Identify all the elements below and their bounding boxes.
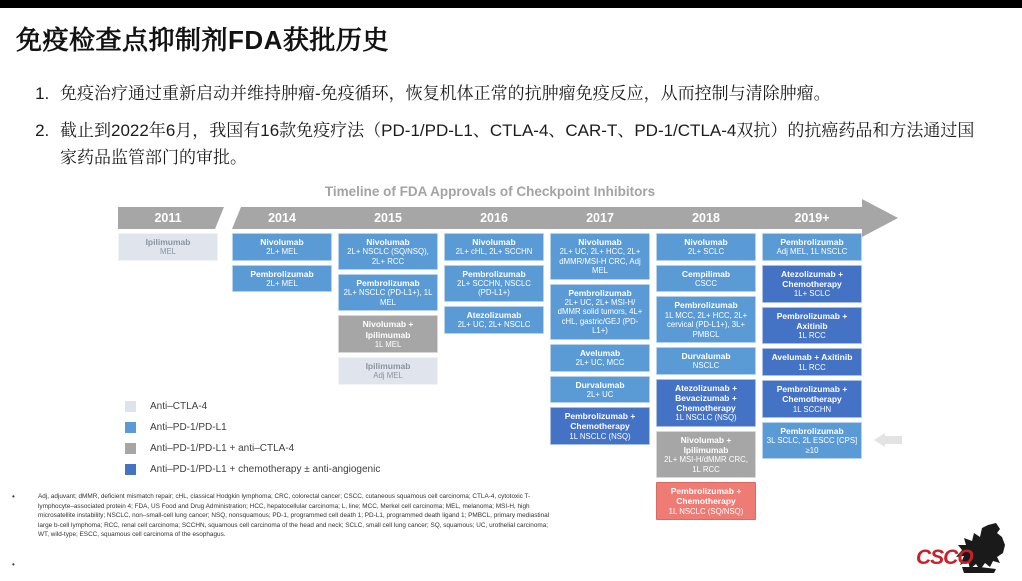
drug-name: Pembrolizumab bbox=[356, 278, 420, 289]
drug-name: Cempilimab bbox=[681, 268, 731, 279]
approval-box bbox=[232, 233, 332, 261]
bullet-item: 1. 免疫治疗通过重新启动并维持肿瘤-免疫循环，恢复机体正常的抗肿瘤免疫反应，从而控制与清除肿瘤。 bbox=[54, 80, 990, 107]
indication: 1L SCCHN bbox=[792, 404, 832, 414]
approval-box bbox=[550, 344, 650, 372]
drug-name: Pembrolizumab bbox=[568, 287, 632, 298]
csco-logo bbox=[898, 523, 1008, 575]
drug-name: Pembrolizumab bbox=[250, 268, 314, 279]
approval-box bbox=[656, 431, 756, 478]
recent-approval-arrow-icon bbox=[874, 433, 902, 447]
footnote-text: Adj, adjuvant; dMMR, deficient mismatch repair; cHL, classical Hodgkin lymphoma; CRC, colorectal cancer; CSCC, cutaneous squamous cell carcinoma; CTLA-4, cytotoxic T-lymphocyte–associated protein 4; FDA, US Food and Drug Administration; HCC, hepatocellular carcinoma; L, line; MCC, Merkel cell carcinoma; MEL, melanoma; MSI-H, high microsatellite instability; NSCLC, non–small-cell lung cancer; NSQ, nonsquamous; PD-1, programmed cell death 1; PD-L1, programmed death ligand 1; PMBCL, primary mediastinal large b-cell lymphoma; RCC, renal cell carcinoma; SCCHN, squamous cell carcinoma of the head and neck; SCLC, small cell lung cancer; SQ, squamous; UC, urothelial carcinoma; WT, wild-type; ESCC, squamous cell carcinoma of the esophagus. bbox=[38, 493, 550, 539]
indication: 1L NSCLC (SQ/NSQ) bbox=[668, 506, 744, 516]
approval-box bbox=[338, 233, 438, 270]
approval-box bbox=[232, 265, 332, 293]
drug-name: Ipilimumab bbox=[365, 361, 411, 372]
legend-swatch-combo-ctla4 bbox=[125, 443, 136, 454]
legend-label: Anti–PD-1/PD-L1 + anti–CTLA-4 bbox=[150, 443, 295, 454]
approval-box bbox=[762, 307, 862, 345]
approval-box bbox=[656, 347, 756, 375]
approval-box bbox=[656, 233, 756, 261]
year-label: 2016 bbox=[480, 211, 508, 225]
indication: 2L+ UC, MCC bbox=[575, 358, 625, 368]
approval-box bbox=[338, 274, 438, 311]
legend-swatch-combo-chemo bbox=[125, 464, 136, 475]
drug-name: Nivolumab bbox=[578, 237, 622, 247]
indication: 1L+ SCLC bbox=[793, 289, 831, 299]
legend bbox=[125, 396, 380, 480]
drug-name: Nivolumab bbox=[472, 237, 516, 247]
timeline-band bbox=[118, 207, 908, 229]
approval-box bbox=[444, 265, 544, 302]
timeline-column-2011 bbox=[118, 233, 218, 265]
indication: 2L+ NSCLC (PD-L1+), 1L MEL bbox=[343, 288, 433, 307]
drug-name: Avelumab bbox=[579, 347, 621, 358]
drug-name: Atezolizumab + Chemotherapy bbox=[780, 268, 844, 289]
indication: 2L+ UC, 2L+ HCC, 2L+ dMMR/MSI-H CRC, Adj MEL bbox=[559, 247, 641, 276]
year-label: 2017 bbox=[586, 211, 614, 225]
timeline-title: Timeline of FDA Approvals of Checkpoint Inhibitors bbox=[324, 184, 656, 199]
approval-box-highlight bbox=[656, 482, 756, 520]
year-labels bbox=[118, 207, 862, 229]
footnote-bullet-2: • bbox=[12, 560, 15, 569]
indication: 1L RCC bbox=[798, 362, 826, 372]
approval-box bbox=[550, 233, 650, 280]
legend-swatch-anti-ctla4 bbox=[125, 401, 136, 412]
indication: 1L NSCLC (NSQ) bbox=[569, 431, 631, 441]
drug-name: Pembrolizumab bbox=[780, 426, 844, 436]
approval-box bbox=[550, 407, 650, 445]
approval-box bbox=[338, 315, 438, 353]
bullet-item: 2. 截止到2022年6月，我国有16款免疫疗法（PD-1/PD-L1、CTLA-4、CAR-T、PD-1/CTLA-4双抗）的抗癌药品和方法通过国家药品监管部门的审批。 bbox=[54, 117, 990, 171]
indication: 2L+ SCCHN, NSCLC (PD-L1+) bbox=[457, 278, 531, 298]
drug-name: Pembrolizumab bbox=[462, 268, 526, 279]
drug-name: Atezolizumab + Bevacizumab + Chemotherapy bbox=[674, 382, 738, 414]
timeline-column-2014 bbox=[232, 233, 332, 296]
drug-name: Ipilimumab bbox=[145, 237, 191, 247]
drug-name: Pembrolizumab + Axitinib bbox=[776, 310, 848, 331]
approval-box bbox=[762, 233, 862, 261]
indication: 1L RCC bbox=[798, 330, 826, 340]
indication: 2L+ MEL bbox=[266, 278, 298, 288]
drug-name: Pembrolizumab + Chemotherapy bbox=[776, 384, 848, 405]
year-label: 2011 bbox=[154, 211, 182, 225]
indication: MEL bbox=[159, 247, 177, 257]
indication: 2L+ UC, 2L+ NSCLC bbox=[457, 320, 531, 330]
approval-box bbox=[550, 284, 650, 340]
approval-box bbox=[550, 376, 650, 404]
indication: Adj MEL, 1L NSCLC bbox=[776, 247, 848, 257]
legend-label: Anti–PD-1/PD-L1 bbox=[150, 422, 227, 433]
indication: 2L+ UC, 2L+ MSI-H/ dMMR solid tumors, 4L+ cHL, gastric/GEJ (PD-L1+) bbox=[557, 297, 643, 336]
legend-label: Anti–PD-1/PD-L1 + chemotherapy ± anti-angiogenic bbox=[150, 464, 381, 475]
indication: CSCC bbox=[694, 278, 718, 288]
drug-name: Durvalumab bbox=[681, 351, 731, 362]
drug-name: Pembrolizumab bbox=[674, 300, 738, 311]
indication: Adj MEL bbox=[373, 371, 403, 381]
approval-box bbox=[656, 265, 756, 293]
year-label: 2014 bbox=[268, 211, 296, 225]
drug-name: Avelumab + Axitinib bbox=[771, 352, 853, 363]
drug-name: Durvalumab bbox=[575, 379, 625, 390]
approval-box bbox=[762, 422, 862, 459]
indication: NSCLC bbox=[692, 361, 720, 371]
timeline-column-2019plus bbox=[762, 233, 862, 463]
drug-name: Nivolumab + Ipilimumab bbox=[680, 434, 732, 455]
approval-box bbox=[118, 233, 218, 261]
legend-label: Anti–CTLA-4 bbox=[150, 401, 208, 412]
indication: 3L SCLC, 2L ESCC [CPS] ≥10 bbox=[766, 436, 858, 455]
approval-box bbox=[762, 265, 862, 303]
indication: 2L+ SCLC bbox=[687, 247, 725, 257]
bullet-list bbox=[30, 80, 990, 182]
approval-box bbox=[444, 306, 544, 334]
drug-name: Pembrolizumab + Chemotherapy bbox=[564, 411, 636, 432]
timeline-column-2016 bbox=[444, 233, 544, 338]
indication: 2L+ MSI-H/dMMR CRC, 1L RCC bbox=[664, 455, 748, 474]
indication: 1L MCC, 2L+ HCC, 2L+ cervical (PD-L1+), 3L+ PMBCL bbox=[664, 310, 748, 339]
footnote-bullet: • bbox=[12, 492, 15, 501]
csco-logo-text: CSCO bbox=[916, 546, 973, 569]
page-title: 免疫检查点抑制剂FDA获批历史 bbox=[16, 25, 389, 55]
drug-name: Nivolumab + Ipilimumab bbox=[362, 319, 414, 340]
drug-name: Nivolumab bbox=[684, 237, 728, 247]
indication: 2L+ MEL bbox=[266, 247, 298, 257]
drug-name: Pembrolizumab + Chemotherapy bbox=[670, 486, 742, 507]
year-label: 2015 bbox=[374, 211, 402, 225]
approval-box bbox=[656, 379, 756, 427]
approval-box bbox=[338, 357, 438, 385]
indication: 2L+ cHL, 2L+ SCCHN bbox=[455, 247, 533, 257]
approval-box bbox=[656, 296, 756, 343]
indication: 2L+ NSCLC (SQ/NSQ), 2L+ RCC bbox=[347, 247, 429, 266]
legend-item bbox=[125, 396, 380, 417]
drug-name: Pembrolizumab bbox=[780, 237, 844, 247]
legend-item bbox=[125, 438, 380, 459]
timeline-column-2018 bbox=[656, 233, 756, 524]
indication: 1L NSCLC (NSQ) bbox=[675, 413, 737, 423]
timeline-column-2017 bbox=[550, 233, 650, 449]
drug-name: Nivolumab bbox=[260, 237, 304, 247]
approval-box bbox=[762, 380, 862, 418]
timeline-columns bbox=[118, 233, 862, 524]
year-label: 2018 bbox=[692, 211, 720, 225]
approval-box bbox=[762, 348, 862, 376]
legend-swatch-anti-pd1 bbox=[125, 422, 136, 433]
indication: 2L+ UC bbox=[586, 389, 614, 399]
legend-item bbox=[125, 417, 380, 438]
indication: 1L MEL bbox=[374, 339, 402, 349]
legend-item bbox=[125, 459, 380, 480]
approval-box bbox=[444, 233, 544, 261]
year-label: 2019+ bbox=[794, 211, 830, 225]
timeline-column-2015 bbox=[338, 233, 438, 389]
drug-name: Nivolumab bbox=[366, 237, 410, 247]
drug-name: Atezolizumab bbox=[466, 309, 522, 320]
band-arrowhead-icon bbox=[862, 199, 898, 237]
top-black-bar bbox=[0, 0, 1022, 8]
